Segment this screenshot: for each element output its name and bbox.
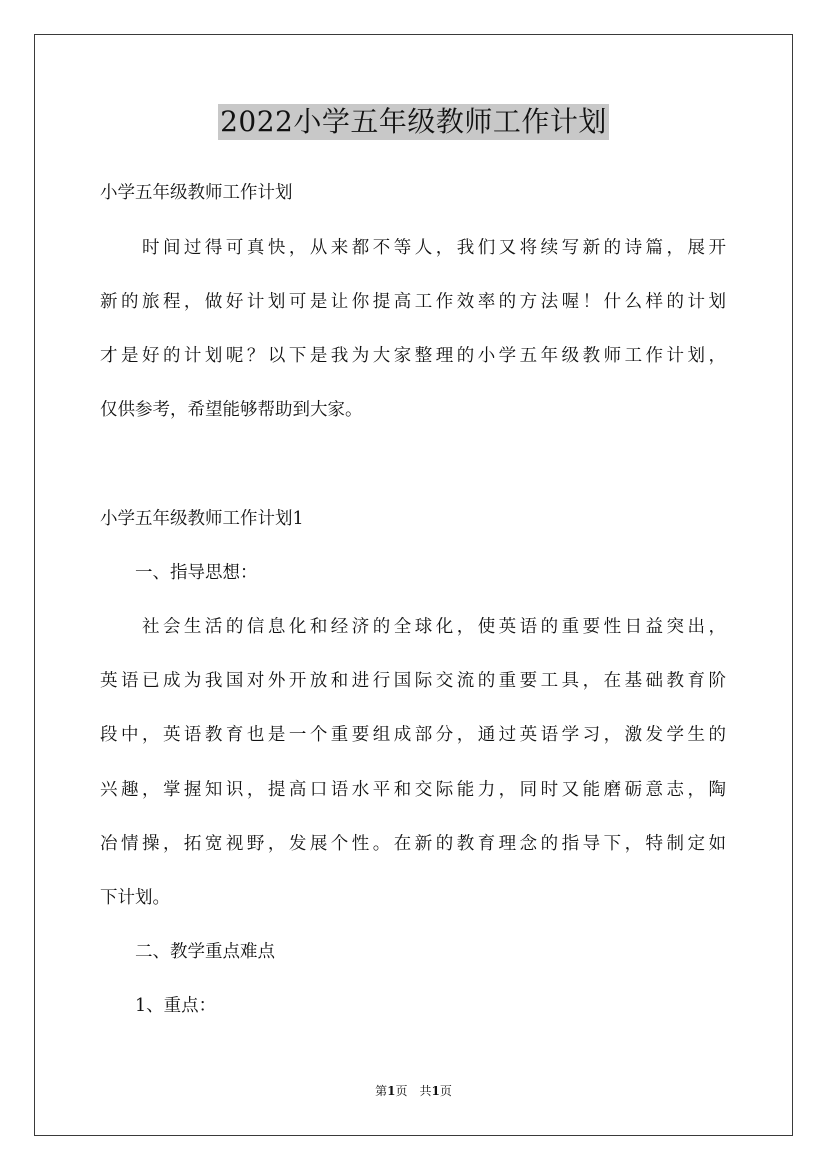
paragraph-line: 仅供参考，希望能够帮助到大家。	[100, 400, 363, 420]
paragraph-line: 英语已成为我国对外开放和进行国际交流的重要工具，在基础教育阶	[100, 671, 726, 691]
paragraph-line: 冶情操，拓宽视野，发展个性。在新的教育理念的指导下，特制定如	[100, 834, 726, 854]
subheading: 一、指导思想：	[100, 563, 258, 583]
section-heading: 小学五年级教师工作计划1	[100, 509, 304, 529]
paragraph-line: 新的旅程，做好计划可是让你提高工作效率的方法喔！什么样的计划	[100, 292, 726, 312]
footer-mid: 页 共	[395, 1084, 432, 1098]
paragraph-line: 兴趣，掌握知识，提高口语水平和交际能力，同时又能磨砺意志，陶	[100, 780, 726, 800]
title-container	[0, 104, 827, 140]
page-footer	[0, 1083, 827, 1099]
paragraph-line: 时间过得可真快，从来都不等人，我们又将续写新的诗篇，展开	[100, 238, 726, 258]
document-title: 2022小学五年级教师工作计划	[220, 105, 607, 138]
footer-prefix: 第	[375, 1084, 388, 1098]
total-pages-number: 1	[431, 1084, 440, 1098]
current-page-number: 1	[387, 1084, 396, 1098]
section-heading: 小学五年级教师工作计划	[100, 183, 293, 203]
paragraph-line: 社会生活的信息化和经济的全球化，使英语的重要性日益突出，	[100, 617, 726, 637]
paragraph-line: 下计划。	[100, 888, 170, 908]
paragraph-line: 才是好的计划呢？以下是我为大家整理的小学五年级教师工作计划，	[100, 346, 726, 366]
subheading: 二、教学重点难点	[100, 942, 275, 962]
footer-suffix: 页	[439, 1084, 452, 1098]
subheading: 1、重点：	[100, 996, 217, 1016]
paragraph-line: 段中，英语教育也是一个重要组成部分，通过英语学习，激发学生的	[100, 725, 726, 745]
